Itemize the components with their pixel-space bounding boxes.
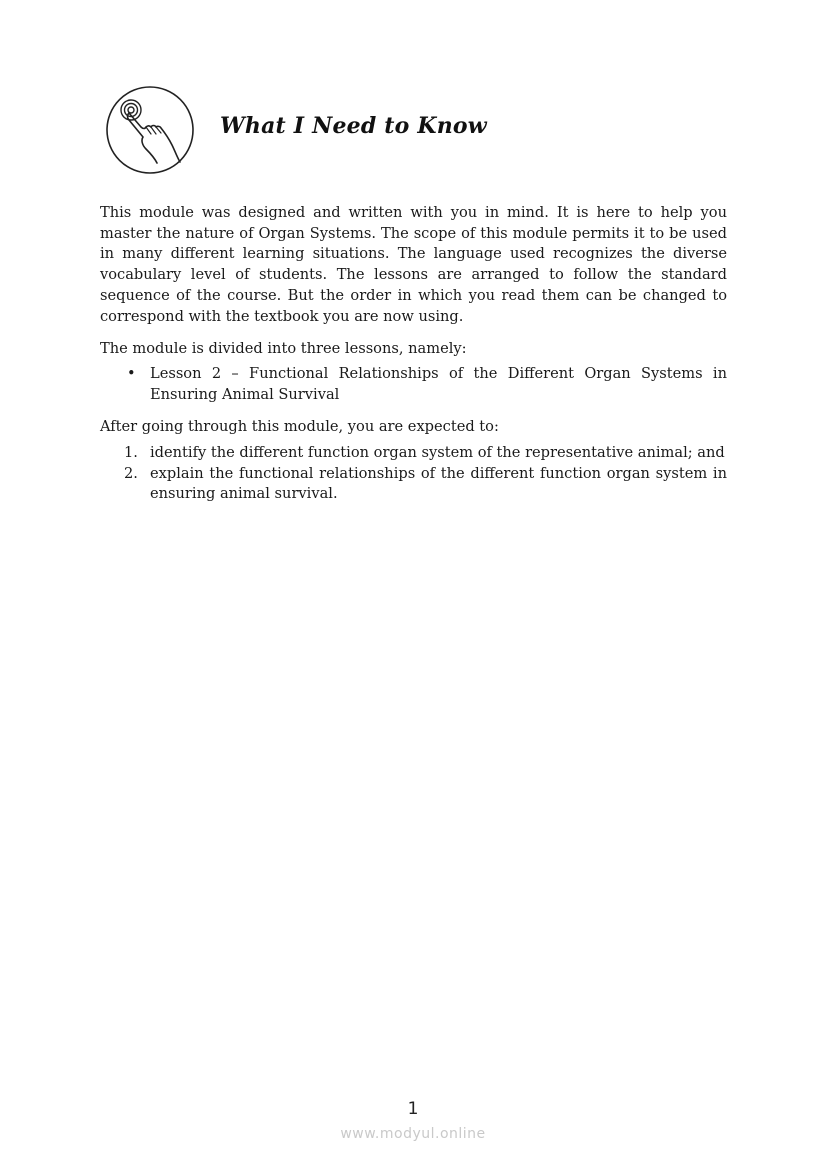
lesson-text: Lesson 2 – Functional Relationships of the Different Organ Systems in Ensuring Animal Survival (150, 364, 727, 403)
lesson-list (100, 364, 727, 405)
lessons-intro: The module is divided into three lessons, namely: (100, 340, 467, 358)
intro-paragraph: This module was designed and written with you in mind. It is here to help you master the nature of Organ Systems. The scope of this module permits it to be used in many different learning situations. The language used recognizes the diverse vocabulary level of students. The lessons are arranged to follow the standard sequence of the course. But the order in which you read them can be changed to correspond with the textbook you are now using. (100, 204, 727, 325)
page-title: What I Need to Know (220, 113, 487, 139)
list-number: 2. (124, 464, 138, 482)
watermark: www.modyul.online (340, 1126, 486, 1142)
objective-text: explain the functional relationships of the different function organ system in ensuring animal survival. (150, 464, 727, 503)
bullet-icon: • (127, 364, 136, 382)
list-number: 1. (124, 444, 138, 462)
page-number: 1 (407, 1099, 419, 1119)
list-item (100, 464, 727, 505)
objective-list (100, 443, 727, 505)
module-content (100, 203, 727, 505)
list-item (100, 364, 727, 405)
objectives-intro: After going through this module, you are expected to: (100, 418, 499, 436)
hand-pointing-icon (105, 85, 195, 175)
list-item (100, 443, 727, 464)
objective-text: identify the different function organ system of the representative animal; and (150, 444, 725, 462)
